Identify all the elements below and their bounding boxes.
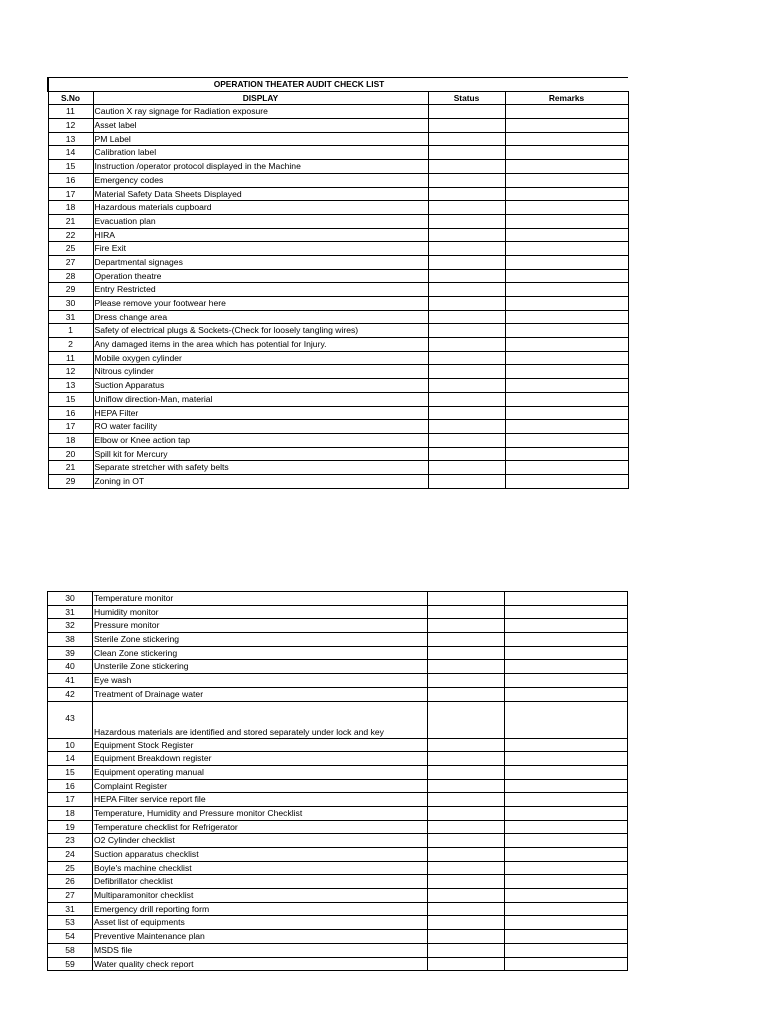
remarks-cell[interactable]	[505, 242, 628, 256]
sno-cell: 40	[48, 660, 93, 674]
remarks-cell[interactable]	[505, 820, 628, 834]
sno-cell: 42	[48, 687, 93, 701]
table-row	[48, 351, 628, 365]
status-cell[interactable]	[428, 201, 505, 215]
remarks-cell[interactable]	[505, 902, 628, 916]
status-cell[interactable]	[428, 592, 505, 606]
display-cell: Please remove your footwear here	[93, 297, 428, 311]
sno-cell: 41	[48, 674, 93, 688]
sno-cell: 54	[48, 930, 93, 944]
remarks-cell[interactable]	[505, 943, 628, 957]
table-row	[48, 957, 628, 971]
table-row	[48, 806, 628, 820]
display-cell: Asset list of equipments	[93, 916, 428, 930]
sno-cell: 13	[48, 132, 93, 146]
display-cell: Separate stretcher with safety belts	[93, 461, 428, 475]
table-row	[48, 619, 628, 633]
display-cell: Emergency codes	[93, 173, 428, 187]
sno-cell: 31	[48, 605, 93, 619]
sno-cell: 18	[48, 433, 93, 447]
sno-cell: 39	[48, 646, 93, 660]
status-cell[interactable]	[428, 297, 505, 311]
display-cell: Evacuation plan	[93, 214, 428, 228]
display-cell: PM Label	[93, 132, 428, 146]
sno-cell: 25	[48, 242, 93, 256]
display-cell: Operation theatre	[93, 269, 428, 283]
remarks-cell[interactable]	[505, 633, 628, 647]
status-cell[interactable]	[428, 433, 505, 447]
table-row	[48, 146, 628, 160]
remarks-cell[interactable]	[505, 875, 628, 889]
status-cell[interactable]	[428, 633, 505, 647]
display-cell: Fire Exit	[93, 242, 428, 256]
display-cell: Unsterile Zone stickering	[93, 660, 428, 674]
display-cell: Temperature checklist for Refrigerator	[93, 820, 428, 834]
table-row	[48, 875, 628, 889]
remarks-cell[interactable]	[505, 834, 628, 848]
status-cell[interactable]	[428, 875, 505, 889]
status-cell[interactable]	[428, 861, 505, 875]
remarks-cell[interactable]	[505, 861, 628, 875]
remarks-cell[interactable]	[505, 338, 628, 352]
table-row	[48, 406, 628, 420]
sno-cell: 15	[48, 765, 93, 779]
status-cell[interactable]	[428, 132, 505, 146]
status-cell[interactable]	[428, 160, 505, 174]
remarks-cell[interactable]	[505, 310, 628, 324]
table-row	[48, 474, 628, 488]
remarks-cell[interactable]	[505, 793, 628, 807]
remarks-cell[interactable]	[505, 406, 628, 420]
remarks-cell[interactable]	[505, 173, 628, 187]
remarks-cell[interactable]	[505, 255, 628, 269]
table-row	[48, 447, 628, 461]
table-row	[48, 752, 628, 766]
header-sno: S.No	[48, 91, 93, 105]
remarks-cell[interactable]	[505, 187, 628, 201]
sno-cell: 58	[48, 943, 93, 957]
table-row	[48, 173, 628, 187]
status-cell[interactable]	[428, 687, 505, 701]
display-cell: Treatment of Drainage water	[93, 687, 428, 701]
table-row	[48, 779, 628, 793]
remarks-cell[interactable]	[505, 297, 628, 311]
display-cell: Dress change area	[93, 310, 428, 324]
table-row	[48, 242, 628, 256]
display-cell: O2 Cylinder checklist	[93, 834, 428, 848]
sno-cell: 16	[48, 406, 93, 420]
table-row	[48, 324, 628, 338]
remarks-cell[interactable]	[505, 160, 628, 174]
table-row	[48, 834, 628, 848]
status-cell[interactable]	[428, 146, 505, 160]
status-cell[interactable]	[428, 406, 505, 420]
status-cell[interactable]	[428, 738, 505, 752]
status-cell[interactable]	[428, 752, 505, 766]
sno-cell: 19	[48, 820, 93, 834]
table-row	[48, 660, 628, 674]
display-cell: Defibrillator checklist	[93, 875, 428, 889]
sno-cell: 12	[48, 365, 93, 379]
display-cell: Water quality check report	[93, 957, 428, 971]
display-cell: Suction Apparatus	[93, 379, 428, 393]
title-spacer-cell	[505, 78, 628, 92]
status-cell[interactable]	[428, 255, 505, 269]
status-cell[interactable]	[428, 889, 505, 903]
sno-cell: 15	[48, 392, 93, 406]
status-cell[interactable]	[428, 902, 505, 916]
status-cell[interactable]	[428, 646, 505, 660]
table-1-body	[48, 105, 628, 488]
table-row	[48, 861, 628, 875]
table-row	[48, 605, 628, 619]
table-row	[48, 214, 628, 228]
status-cell[interactable]	[428, 943, 505, 957]
table-row	[48, 930, 628, 944]
display-cell: Complaint Register	[93, 779, 428, 793]
table-row	[48, 132, 628, 146]
table-row	[48, 201, 628, 215]
table-row	[48, 592, 628, 606]
sno-cell: 26	[48, 875, 93, 889]
sno-cell: 2	[48, 338, 93, 352]
display-cell: Temperature, Humidity and Pressure monitor Checklist	[93, 806, 428, 820]
table-row	[48, 338, 628, 352]
sno-cell: 31	[48, 310, 93, 324]
sno-cell: 20	[48, 447, 93, 461]
status-cell[interactable]	[428, 957, 505, 971]
sno-cell: 17	[48, 420, 93, 434]
table-row	[48, 187, 628, 201]
remarks-cell[interactable]	[505, 738, 628, 752]
remarks-cell[interactable]	[505, 605, 628, 619]
status-cell[interactable]	[428, 765, 505, 779]
audit-checklist-table-1	[47, 77, 629, 489]
status-cell[interactable]	[428, 447, 505, 461]
display-cell: Boyle's machine checklist	[93, 861, 428, 875]
table-row	[48, 365, 628, 379]
status-cell[interactable]	[428, 779, 505, 793]
display-cell: MSDS file	[93, 943, 428, 957]
status-cell[interactable]	[428, 310, 505, 324]
table-row	[48, 701, 628, 738]
sno-cell: 17	[48, 793, 93, 807]
sno-cell: 13	[48, 379, 93, 393]
sno-cell: 28	[48, 269, 93, 283]
table-row	[48, 765, 628, 779]
display-cell: Asset label	[93, 119, 428, 133]
status-cell[interactable]	[428, 793, 505, 807]
table-row	[48, 687, 628, 701]
table-row	[48, 848, 628, 862]
remarks-cell[interactable]	[505, 752, 628, 766]
table-row	[48, 674, 628, 688]
remarks-cell[interactable]	[505, 119, 628, 133]
table-row	[48, 889, 628, 903]
status-cell[interactable]	[428, 660, 505, 674]
remarks-cell[interactable]	[505, 269, 628, 283]
status-cell[interactable]	[428, 916, 505, 930]
table-row	[48, 633, 628, 647]
remarks-cell[interactable]	[505, 351, 628, 365]
header-display: DISPLAY	[93, 91, 428, 105]
table-row	[48, 297, 628, 311]
display-cell: Suction apparatus checklist	[93, 848, 428, 862]
display-cell: Hazardous materials cupboard	[93, 201, 428, 215]
remarks-cell[interactable]	[505, 806, 628, 820]
status-cell[interactable]	[428, 619, 505, 633]
table-row	[48, 433, 628, 447]
status-cell[interactable]	[428, 365, 505, 379]
sno-cell: 21	[48, 214, 93, 228]
status-cell[interactable]	[428, 242, 505, 256]
table-row	[48, 793, 628, 807]
remarks-cell[interactable]	[505, 619, 628, 633]
status-cell[interactable]	[428, 605, 505, 619]
remarks-cell[interactable]	[505, 146, 628, 160]
display-cell: Equipment operating manual	[93, 765, 428, 779]
table-row	[48, 283, 628, 297]
table-row	[48, 160, 628, 174]
display-cell: Equipment Stock Register	[93, 738, 428, 752]
remarks-cell[interactable]	[505, 379, 628, 393]
sno-cell: 30	[48, 297, 93, 311]
sno-cell: 15	[48, 160, 93, 174]
remarks-cell[interactable]	[505, 889, 628, 903]
remarks-cell[interactable]	[505, 201, 628, 215]
status-cell[interactable]	[428, 848, 505, 862]
header-remarks: Remarks	[505, 91, 628, 105]
table-row	[48, 461, 628, 475]
remarks-cell[interactable]	[505, 365, 628, 379]
sno-cell: 16	[48, 779, 93, 793]
display-cell: Eye wash	[93, 674, 428, 688]
status-cell[interactable]	[428, 338, 505, 352]
display-cell: Spill kit for Mercury	[93, 447, 428, 461]
remarks-cell[interactable]	[505, 447, 628, 461]
page-title: OPERATION THEATER AUDIT CHECK LIST	[93, 78, 505, 92]
remarks-cell[interactable]	[505, 674, 628, 688]
table-row	[48, 646, 628, 660]
display-cell: Multiparamonitor checklist	[93, 889, 428, 903]
status-cell[interactable]	[428, 806, 505, 820]
table-row	[48, 379, 628, 393]
remarks-cell[interactable]	[505, 957, 628, 971]
remarks-cell[interactable]	[505, 420, 628, 434]
display-cell: Instruction /operator protocol displayed in the Machine	[93, 160, 428, 174]
remarks-cell[interactable]	[505, 848, 628, 862]
display-cell: Temperature monitor	[93, 592, 428, 606]
table-row	[48, 902, 628, 916]
table-row	[48, 738, 628, 752]
sno-cell: 31	[48, 902, 93, 916]
remarks-cell[interactable]	[505, 916, 628, 930]
display-cell: Emergency drill reporting form	[93, 902, 428, 916]
sno-cell: 18	[48, 806, 93, 820]
table-row	[48, 943, 628, 957]
display-cell: Safety of electrical plugs & Sockets-(Check for loosely tangling wires)	[93, 324, 428, 338]
status-cell[interactable]	[428, 324, 505, 338]
remarks-cell[interactable]	[505, 433, 628, 447]
table-row	[48, 119, 628, 133]
status-cell[interactable]	[428, 228, 505, 242]
remarks-cell[interactable]	[505, 930, 628, 944]
sno-cell: 11	[48, 351, 93, 365]
remarks-cell[interactable]	[505, 283, 628, 297]
display-cell: Mobile oxygen cylinder	[93, 351, 428, 365]
display-cell: Preventive Maintenance plan	[93, 930, 428, 944]
status-cell[interactable]	[428, 461, 505, 475]
sno-cell: 30	[48, 592, 93, 606]
table-row	[48, 310, 628, 324]
table-row	[48, 228, 628, 242]
sno-cell: 12	[48, 119, 93, 133]
sno-cell: 14	[48, 752, 93, 766]
remarks-cell[interactable]	[505, 701, 628, 738]
status-cell[interactable]	[428, 701, 505, 738]
sno-cell: 1	[48, 324, 93, 338]
display-cell: Hazardous materials are identified and stored separately under lock and key	[93, 701, 428, 738]
title-row	[48, 78, 628, 92]
remarks-cell[interactable]	[505, 474, 628, 488]
sno-cell: 22	[48, 228, 93, 242]
status-cell[interactable]	[428, 379, 505, 393]
sno-cell: 24	[48, 848, 93, 862]
status-cell[interactable]	[428, 214, 505, 228]
remarks-cell[interactable]	[505, 228, 628, 242]
table-2-body	[48, 592, 628, 971]
display-cell: Uniflow direction-Man, material	[93, 392, 428, 406]
display-cell: Departmental signages	[93, 255, 428, 269]
table-row	[48, 392, 628, 406]
status-cell[interactable]	[428, 283, 505, 297]
status-cell[interactable]	[428, 834, 505, 848]
display-cell: Material Safety Data Sheets Displayed	[93, 187, 428, 201]
sno-cell: 10	[48, 738, 93, 752]
header-row	[48, 91, 628, 105]
status-cell[interactable]	[428, 420, 505, 434]
table-row	[48, 820, 628, 834]
display-cell: Caution X ray signage for Radiation exposure	[93, 105, 428, 119]
display-cell: HEPA Filter service report file	[93, 793, 428, 807]
display-cell: Elbow or Knee action tap	[93, 433, 428, 447]
remarks-cell[interactable]	[505, 660, 628, 674]
display-cell: Humidity monitor	[93, 605, 428, 619]
status-cell[interactable]	[428, 930, 505, 944]
display-cell: Entry Restricted	[93, 283, 428, 297]
display-cell: Equipment Breakdown register	[93, 752, 428, 766]
sno-cell: 14	[48, 146, 93, 160]
remarks-cell[interactable]	[505, 324, 628, 338]
sno-cell: 16	[48, 173, 93, 187]
sno-cell: 38	[48, 633, 93, 647]
display-cell: Calibration label	[93, 146, 428, 160]
remarks-cell[interactable]	[505, 592, 628, 606]
status-cell[interactable]	[428, 269, 505, 283]
audit-checklist-table-2	[47, 591, 628, 971]
display-cell: HIRA	[93, 228, 428, 242]
sno-cell: 25	[48, 861, 93, 875]
sno-cell: 29	[48, 283, 93, 297]
sno-cell: 32	[48, 619, 93, 633]
sno-cell: 59	[48, 957, 93, 971]
sno-cell: 53	[48, 916, 93, 930]
display-cell: Clean Zone stickering	[93, 646, 428, 660]
display-cell: Pressure monitor	[93, 619, 428, 633]
table-row	[48, 255, 628, 269]
status-cell[interactable]	[428, 105, 505, 119]
remarks-cell[interactable]	[505, 392, 628, 406]
status-cell[interactable]	[428, 187, 505, 201]
remarks-cell[interactable]	[505, 461, 628, 475]
status-cell[interactable]	[428, 674, 505, 688]
sno-cell: 18	[48, 201, 93, 215]
sno-cell: 27	[48, 255, 93, 269]
table-row	[48, 105, 628, 119]
display-cell: RO water facility	[93, 420, 428, 434]
status-cell[interactable]	[428, 119, 505, 133]
status-cell[interactable]	[428, 351, 505, 365]
sno-cell: 29	[48, 474, 93, 488]
remarks-cell[interactable]	[505, 687, 628, 701]
status-cell[interactable]	[428, 392, 505, 406]
header-status: Status	[428, 91, 505, 105]
sno-cell: 23	[48, 834, 93, 848]
display-cell: Nitrous cylinder	[93, 365, 428, 379]
display-cell: Zoning in OT	[93, 474, 428, 488]
sno-cell: 11	[48, 105, 93, 119]
status-cell[interactable]	[428, 820, 505, 834]
table-row	[48, 916, 628, 930]
title-spacer-cell	[48, 78, 93, 92]
remarks-cell[interactable]	[505, 646, 628, 660]
display-cell: HEPA Filter	[93, 406, 428, 420]
remarks-cell[interactable]	[505, 214, 628, 228]
sno-cell: 17	[48, 187, 93, 201]
status-cell[interactable]	[428, 474, 505, 488]
remarks-cell[interactable]	[505, 765, 628, 779]
table-row	[48, 420, 628, 434]
display-cell: Any damaged items in the area which has potential for Injury.	[93, 338, 428, 352]
remarks-cell[interactable]	[505, 779, 628, 793]
sno-cell: 27	[48, 889, 93, 903]
display-cell: Sterile Zone stickering	[93, 633, 428, 647]
table-row	[48, 269, 628, 283]
remarks-cell[interactable]	[505, 105, 628, 119]
sno-cell: 21	[48, 461, 93, 475]
sno-cell: 43	[48, 701, 93, 738]
remarks-cell[interactable]	[505, 132, 628, 146]
status-cell[interactable]	[428, 173, 505, 187]
